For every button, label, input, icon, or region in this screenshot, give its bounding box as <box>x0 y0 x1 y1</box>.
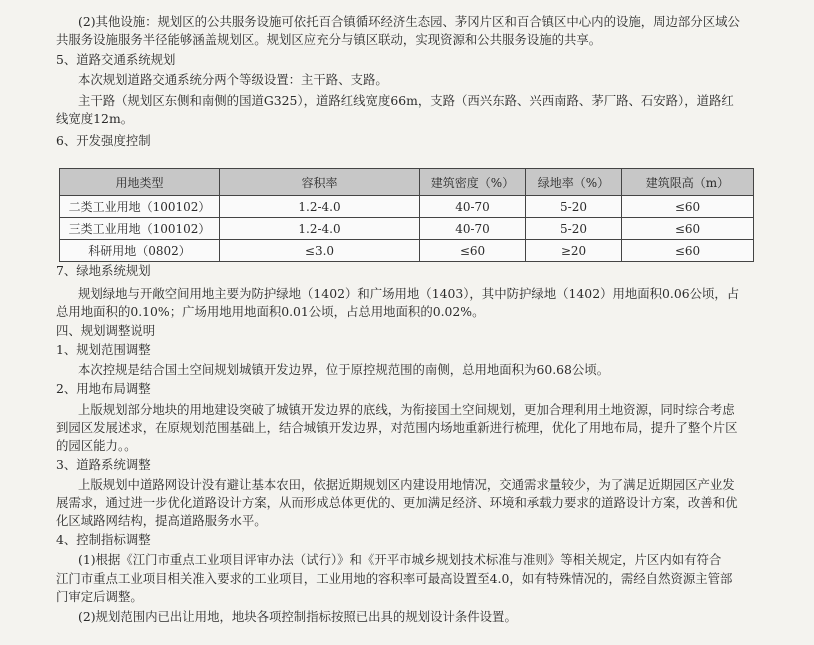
cell-building-density: ≤60 <box>420 240 526 262</box>
header-land-type: 用地类型 <box>60 169 220 196</box>
cell-land-type: 三类工业用地（100102） <box>60 218 220 240</box>
table-row <box>60 218 754 240</box>
chapter-heading-adjustment: 四、规划调整说明 <box>56 323 156 338</box>
paragraph-road-levels: 本次规划道路交通系统分两个等级设置：主干路、支路。 <box>78 72 388 87</box>
paragraph-land-layout-line1: 上版规划部分地块的用地建设突破了城镇开发边界的底线，为衔接国土空间规划，更加合理利用土地资源，同时综合考虑 <box>78 402 735 417</box>
paragraph-road-system-line3: 化区域路网结构，提高道路服务水平。 <box>56 513 267 528</box>
cell-building-density: 40-70 <box>420 196 526 218</box>
cell-floor-area-ratio: ≤3.0 <box>220 240 420 262</box>
section-heading-development-intensity: 6、开发强度控制 <box>56 133 151 148</box>
cell-floor-area-ratio: 1.2-4.0 <box>220 196 420 218</box>
section-heading-green-system: 7、绿地系统规划 <box>56 263 151 278</box>
paragraph-green-space-line1: 规划绿地与开敞空间用地主要为防护绿地（1402）和广场用地（1403），其中防护绿地（1402）用地面积0.06公顷，占 <box>78 286 740 301</box>
cell-green-ratio: 5-20 <box>526 196 622 218</box>
section-heading-land-layout: 2、用地布局调整 <box>56 381 151 396</box>
cell-building-density: 40-70 <box>420 218 526 240</box>
paragraph-indicators-line1: (1)根据《江门市重点工业项目评审办法（试行）》和《开平市城乡规划技术标准与准则》等相关规定，片区内如有符合 <box>78 552 722 567</box>
paragraph-other-facilities-line1: (2)其他设施：规划区的公共服务设施可依托百合镇循环经济生态园、茅冈片区和百合镇区中心内的设施，周边部分区域公 <box>78 14 740 29</box>
paragraph-land-layout-line3: 的园区能力。。 <box>56 438 137 453</box>
cell-height-limit: ≤60 <box>622 218 754 240</box>
cell-floor-area-ratio: 1.2-4.0 <box>220 218 420 240</box>
paragraph-other-facilities-line2: 共服务设施服务半径能够涵盖规划区。规划区应充分与镇区联动，实现资源和公共服务设施的共享。 <box>56 32 602 47</box>
header-green-ratio: 绿地率（%） <box>526 169 622 196</box>
section-heading-scope-adjustment: 1、规划范围调整 <box>56 342 151 357</box>
header-building-density: 建筑密度（%） <box>420 169 526 196</box>
header-floor-area-ratio: 容积率 <box>220 169 420 196</box>
table-header-row <box>60 169 754 196</box>
cell-height-limit: ≤60 <box>622 240 754 262</box>
paragraph-indicators-line2: 江门市重点工业项目相关准入要求的工业项目，工业用地的容积率可最高设置至4.0，如有特殊情况的，需经自然资源主管部 <box>56 571 733 586</box>
cell-green-ratio: 5-20 <box>526 218 622 240</box>
paragraph-main-road-line2: 线宽度12m。 <box>56 111 134 126</box>
section-heading-road-traffic: 5、道路交通系统规划 <box>56 52 176 67</box>
paragraph-main-road-line1: 主干路（规划区东侧和南侧的国道G325），道路红线宽度66m，支路（西兴东路、兴西南路、茅厂路、石安路），道路红 <box>78 93 734 108</box>
development-intensity-table <box>59 168 754 262</box>
paragraph-indicators-line3: 门审定后调整。 <box>56 589 143 604</box>
cell-land-type: 二类工业用地（100102） <box>60 196 220 218</box>
paragraph-road-system-line1: 上版规划中道路网设计没有避让基本农田，依据近期规划区内建设用地情况，交通需求量较少，为了满足近期园区产业发 <box>78 477 735 492</box>
paragraph-green-space-line2: 总用地面积的0.10%；广场用地用地面积0.01公顷，占总用地面积的0.02%。 <box>56 304 485 319</box>
paragraph-issued-land: (2)规划范围内已出让用地，地块各项控制指标按照已出具的规划设计条件设置。 <box>78 609 517 624</box>
cell-green-ratio: ≥20 <box>526 240 622 262</box>
section-heading-road-system: 3、道路系统调整 <box>56 457 151 472</box>
table-row <box>60 240 754 262</box>
header-height-limit: 建筑限高（m） <box>622 169 754 196</box>
cell-land-type: 科研用地（0802） <box>60 240 220 262</box>
cell-height-limit: ≤60 <box>622 196 754 218</box>
table-row <box>60 196 754 218</box>
paragraph-scope: 本次控规是结合国土空间规划城镇开发边界，位于原控规范围的南侧，总用地面积为60.68公顷。 <box>78 362 610 377</box>
paragraph-road-system-line2: 展需求，通过进一步优化道路设计方案，从而形成总体更优的、更加满足经济、环境和承载力要求的道路设计方案，改善和优 <box>56 495 738 510</box>
section-heading-control-indicators: 4、控制指标调整 <box>56 532 151 547</box>
paragraph-land-layout-line2: 到园区发展述求，在原规划范围基础上，结合城镇开发边界，对范围内场地重新进行梳理，优化了用地布局，提升了整个片区 <box>56 420 738 435</box>
